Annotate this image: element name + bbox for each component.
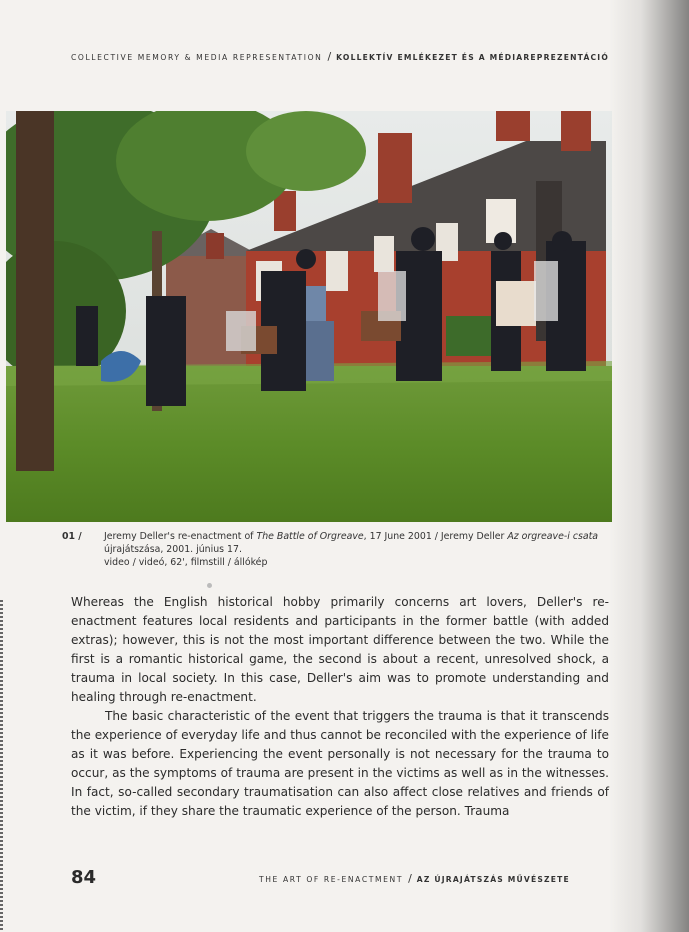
caption-mid: , 17 June 2001 / Jeremy Deller [363, 531, 508, 542]
figure-number: 01 / [62, 531, 82, 542]
footer-separator: / [408, 872, 412, 885]
figure-photo [6, 111, 612, 522]
footer-english: THE ART OF RE-ENACTMENT [259, 875, 404, 884]
paragraph: The basic characteristic of the event that triggers the trauma is that it transcends the experience of everyday life and thus cannot be reconciled with the experience of life as it was before. Experiencing the event personally is not necessary for the trauma to occur, as the symptoms of trauma are present in the victims as well as in the witnesses. In fact, so-called secondary traumatisation can also affect close relatives and friends of the victim, if they share the traumatic experience of the person. Trauma [71, 709, 609, 818]
running-header [71, 50, 631, 63]
caption-suffix: újrajátszása, 2001. június 17. [104, 544, 242, 555]
body-text [71, 593, 609, 821]
running-footer [259, 872, 619, 885]
figure-caption [62, 530, 622, 569]
caption-title-en: The Battle of Orgreave [256, 531, 364, 542]
header-hungarian: KOLLEKTÍV EMLÉKEZET ÉS A MÉDIAREPREZENTÁCIÓ [336, 53, 609, 62]
caption-line2: video / videó, 62', filmstill / állókép [104, 557, 268, 568]
header-english: COLLECTIVE MEMORY & MEDIA REPRESENTATION [71, 53, 323, 62]
header-separator: / [327, 50, 332, 63]
page-number: 84 [71, 867, 97, 888]
ink-mark [207, 583, 212, 588]
footer-hungarian: AZ ÚJRAJÁTSZÁS MŰVÉSZETE [416, 875, 570, 884]
paragraph: Whereas the English historical hobby primarily concerns art lovers, Deller's re-enactment features local residents and participants in the former battle (with added extras); however, this is not the most important difference between the two. While the first is a romantic historical game, the second is about a recent, unresolved shock, a trauma in local society. In this case, Deller's aim was to promote understanding and healing through re-enactment. [71, 595, 609, 704]
caption-title-hu: Az orgreave-i csata [507, 531, 599, 542]
page-gutter-shadow [609, 0, 689, 932]
binding-edge [0, 600, 3, 932]
caption-prefix: Jeremy Deller's re-enactment of [104, 531, 257, 542]
